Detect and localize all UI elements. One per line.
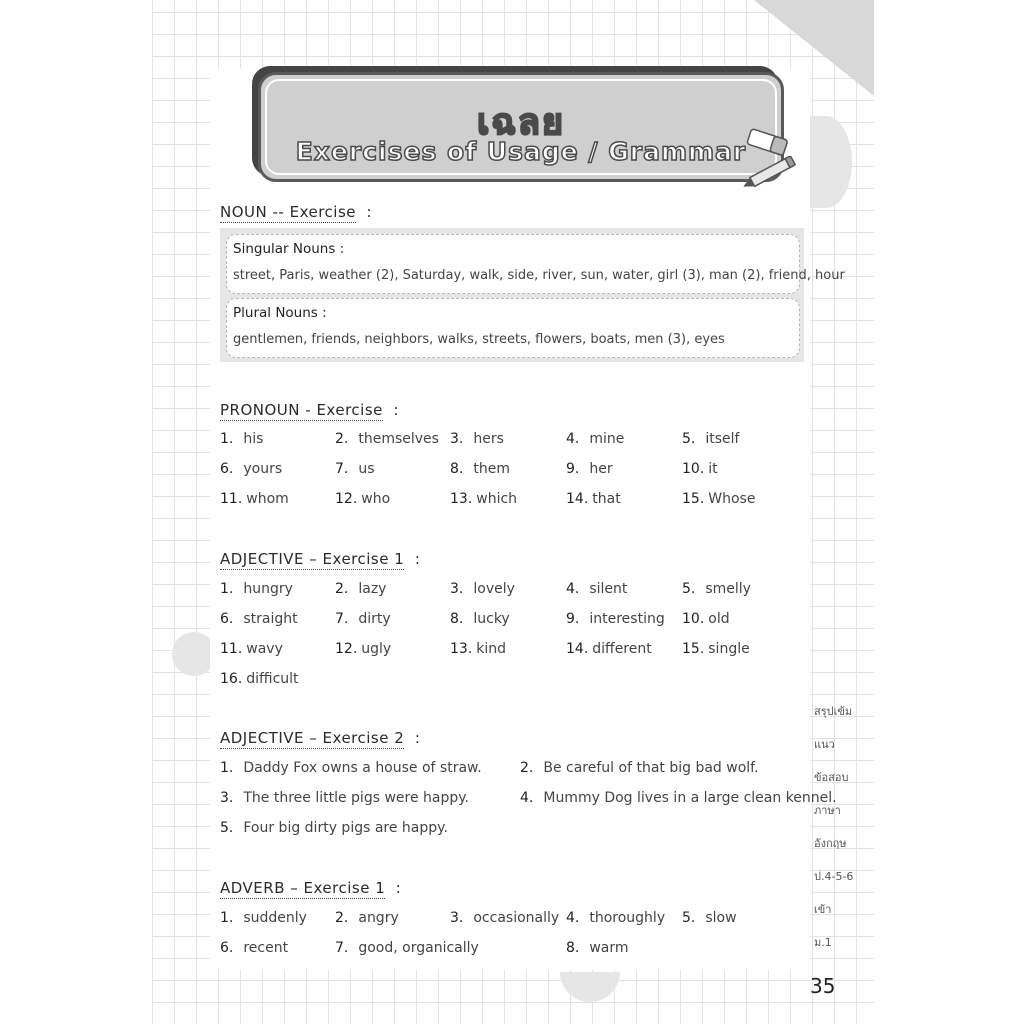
answer-text: yours <box>243 461 283 477</box>
answer-text: which <box>476 491 518 507</box>
answer-item <box>566 611 665 627</box>
answer-text: thoroughly <box>589 910 666 926</box>
noun-section-title: NOUN -- Exercise : <box>220 203 373 221</box>
answer-item <box>682 611 730 627</box>
answer-text: straight <box>243 611 298 627</box>
answer-text: itself <box>705 431 740 447</box>
answer-text: her <box>589 461 613 477</box>
answer-item <box>220 431 263 447</box>
side-label: ม.1 <box>814 936 832 949</box>
answer-item <box>450 611 510 627</box>
plural-nouns-label: Plural Nouns : <box>233 305 327 321</box>
answer-number: 14. <box>566 491 589 507</box>
answer-number: 2. <box>335 581 349 597</box>
answer-number: 10. <box>682 461 705 477</box>
answer-number: 15. <box>682 641 705 657</box>
answer-number: 1. <box>220 760 234 776</box>
answer-item <box>335 910 399 926</box>
answer-number: 3. <box>450 910 464 926</box>
answer-item <box>566 641 652 657</box>
page-subtitle: Exercises of Usage / Grammar <box>295 137 747 166</box>
answer-item <box>566 910 665 926</box>
answer-number: 6. <box>220 940 234 956</box>
answer-item <box>566 581 627 597</box>
answer-number: 14. <box>566 641 589 657</box>
adjective2-section-title: ADJECTIVE – Exercise 2 : <box>220 729 421 747</box>
answer-text: slow <box>705 910 737 926</box>
answer-text: it <box>708 461 718 477</box>
answer-number: 10. <box>682 611 705 627</box>
side-label: ป.4-5-6 <box>814 870 854 883</box>
answer-number: 3. <box>220 790 234 806</box>
answer-number: 5. <box>682 581 696 597</box>
answer-text: mine <box>589 431 625 447</box>
answer-number: 5. <box>220 820 234 836</box>
answer-text: whom <box>246 491 289 507</box>
answer-text: different <box>592 641 652 657</box>
answer-number: 7. <box>335 611 349 627</box>
side-label: อังกฤษ <box>814 837 847 850</box>
answer-number: 8. <box>450 461 464 477</box>
answer-text: lovely <box>473 581 515 597</box>
answer-item <box>335 581 386 597</box>
side-label: แนว <box>814 738 835 751</box>
adjective1-section-title: ADJECTIVE – Exercise 1 : <box>220 550 421 568</box>
answer-item <box>220 820 448 836</box>
answer-item <box>520 790 837 806</box>
page-title: เฉลย <box>477 102 565 143</box>
answer-item <box>220 671 299 687</box>
answer-text: occasionally <box>473 910 560 926</box>
answer-item <box>520 760 759 776</box>
page-number: 35 <box>810 974 836 998</box>
answer-number: 6. <box>220 461 234 477</box>
answer-number: 13. <box>450 641 473 657</box>
singular-nouns-label: Singular Nouns : <box>233 241 345 257</box>
answer-text: wavy <box>246 641 283 657</box>
answer-text: kind <box>476 641 507 657</box>
answer-item <box>566 431 624 447</box>
answer-item <box>220 760 482 776</box>
answer-text: ugly <box>361 641 392 657</box>
answer-number: 5. <box>682 431 696 447</box>
answer-text: old <box>708 611 730 627</box>
plural-nouns-box <box>226 298 800 358</box>
answer-number: 4. <box>566 581 580 597</box>
answer-number: 1. <box>220 431 234 447</box>
answer-text: suddenly <box>243 910 307 926</box>
answer-number: 12. <box>335 491 358 507</box>
answer-item <box>335 641 391 657</box>
answer-text: hers <box>473 431 504 447</box>
answer-text: that <box>592 491 621 507</box>
answer-text: themselves <box>358 431 439 447</box>
answer-item <box>450 581 515 597</box>
answer-number: 2. <box>520 760 534 776</box>
answer-number: 2. <box>335 910 349 926</box>
answer-item <box>335 461 375 477</box>
pronoun-section-title: PRONOUN - Exercise : <box>220 401 399 419</box>
answer-text: dirty <box>358 611 391 627</box>
answer-text: angry <box>358 910 399 926</box>
answer-text: Daddy Fox owns a house of straw. <box>243 760 482 776</box>
answer-text: difficult <box>246 671 299 687</box>
answer-number: 13. <box>450 491 473 507</box>
answer-item <box>682 641 750 657</box>
answer-item <box>220 910 307 926</box>
answer-text: his <box>243 431 264 447</box>
answer-item <box>566 940 629 956</box>
answer-text: good, organically <box>358 940 479 956</box>
answer-text: smelly <box>705 581 751 597</box>
answer-number: 1. <box>220 910 234 926</box>
answer-text: us <box>358 461 375 477</box>
answer-number: 12. <box>335 641 358 657</box>
singular-nouns-box <box>226 234 845 294</box>
answer-number: 6. <box>220 611 234 627</box>
answer-item <box>335 491 390 507</box>
answer-item <box>220 581 293 597</box>
answer-item <box>335 611 391 627</box>
answer-item <box>220 641 283 657</box>
answer-number: 16. <box>220 671 243 687</box>
answer-item <box>220 940 288 956</box>
answer-text: silent <box>589 581 628 597</box>
answer-text: The three little pigs were happy. <box>243 790 469 806</box>
answer-text: Whose <box>708 491 756 507</box>
answer-number: 3. <box>450 431 464 447</box>
answer-number: 1. <box>220 581 234 597</box>
answer-item <box>450 491 517 507</box>
answer-number: 8. <box>450 611 464 627</box>
answer-item <box>682 491 755 507</box>
answer-item <box>682 461 718 477</box>
eraser-icon <box>744 128 790 158</box>
answer-item <box>220 461 282 477</box>
side-tab-labels <box>814 702 862 966</box>
singular-nouns-list: street, Paris, weather (2), Saturday, walk, side, river, sun, water, girl (3), man (2), friend, hour <box>233 268 845 283</box>
answer-text: single <box>708 641 750 657</box>
answer-item <box>682 431 739 447</box>
answer-item <box>450 431 504 447</box>
answer-number: 11. <box>220 641 243 657</box>
pencil-icon <box>736 156 802 190</box>
answer-item <box>220 611 298 627</box>
answer-number: 4. <box>520 790 534 806</box>
answer-item <box>450 910 559 926</box>
plural-nouns-list: gentlemen, friends, neighbors, walks, streets, flowers, boats, men (3), eyes <box>233 332 725 347</box>
answer-text: lazy <box>358 581 387 597</box>
answer-item <box>566 491 621 507</box>
side-label: ข้อสอบ <box>814 771 849 784</box>
answer-number: 4. <box>566 910 580 926</box>
adverb1-section-title: ADVERB – Exercise 1 : <box>220 879 402 897</box>
answer-text: warm <box>589 940 629 956</box>
answer-item <box>335 940 479 956</box>
answer-text: hungry <box>243 581 293 597</box>
answer-number: 7. <box>335 940 349 956</box>
answer-item <box>220 790 469 806</box>
answer-text: lucky <box>473 611 510 627</box>
answer-item <box>682 581 751 597</box>
answer-item <box>566 461 613 477</box>
answer-number: 3. <box>450 581 464 597</box>
answer-text: recent <box>243 940 289 956</box>
side-label: เข้า <box>814 903 832 916</box>
answer-text: Be careful of that big bad wolf. <box>543 760 759 776</box>
answer-number: 15. <box>682 491 705 507</box>
side-label: ภาษา <box>814 804 841 817</box>
answer-item <box>682 910 737 926</box>
answer-text: who <box>361 491 391 507</box>
answer-number: 7. <box>335 461 349 477</box>
answer-number: 11. <box>220 491 243 507</box>
title-banner <box>258 72 784 182</box>
side-label: สรุปเข้ม <box>814 705 853 718</box>
answer-number: 5. <box>682 910 696 926</box>
answer-number: 9. <box>566 461 580 477</box>
answer-item <box>450 461 510 477</box>
answer-text: Mummy Dog lives in a large clean kennel. <box>543 790 837 806</box>
answer-number: 9. <box>566 611 580 627</box>
answer-number: 8. <box>566 940 580 956</box>
answer-number: 4. <box>566 431 580 447</box>
answer-number: 2. <box>335 431 349 447</box>
answer-item <box>450 641 506 657</box>
answer-item <box>335 431 439 447</box>
answer-text: Four big dirty pigs are happy. <box>243 820 448 836</box>
answer-item <box>220 491 289 507</box>
answer-text: interesting <box>589 611 665 627</box>
answer-text: them <box>473 461 510 477</box>
